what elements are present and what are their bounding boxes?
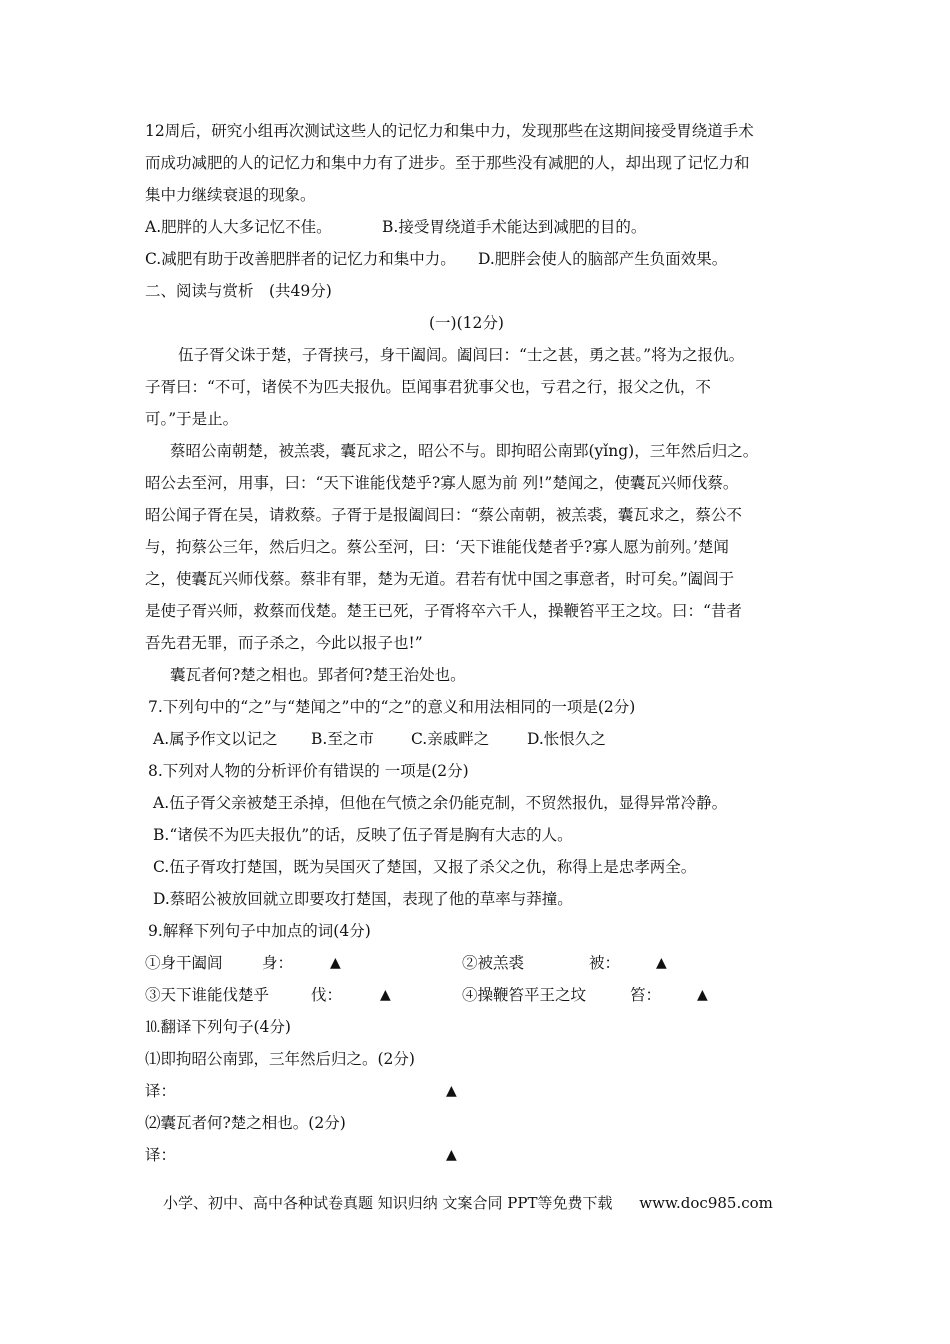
intro-line-1: 12周后，研究小组再次测试这些人的记忆力和集中力，发现那些在这期间接受胃绕道手术 xyxy=(145,122,754,140)
q10-answer-1-label: 译： xyxy=(145,1082,177,1100)
q9-item-2-sentence: ②被羔裘 xyxy=(462,954,525,972)
q10-stem: ⒑翻译下列句子(4分) xyxy=(145,1018,291,1036)
q9-item-2-word: 被： xyxy=(589,954,621,972)
q9-item-1-word: 身： xyxy=(262,954,294,972)
q10-answer-2-blank[interactable]: ▲ xyxy=(446,1147,457,1163)
passage-p2-line-3: 昭公闻子胥在吴，请救蔡。子胥于是报阖闾曰：“蔡公南朝，被羔裘，囊瓦求之，蔡公不 xyxy=(145,506,742,524)
intro-option-c: C.减肥有助于改善肥胖者的记忆力和集中力。 xyxy=(145,250,456,268)
q8-option-c: C.伍子胥攻打楚国，既为吴国灭了楚国，又报了杀父之仇，称得上是忠孝两全。 xyxy=(153,858,697,876)
q7-option-b: B.至之市 xyxy=(311,730,374,748)
intro-option-d: D.肥胖会使人的脑部产生负面效果。 xyxy=(478,250,728,268)
q8-option-a: A.伍子胥父亲被楚王杀掉，但他在气愤之余仍能克制，不贸然报仇，显得异常冷静。 xyxy=(153,794,728,812)
part-heading: (一)(12分) xyxy=(429,314,504,332)
q9-item-3-blank[interactable]: ▲ xyxy=(380,987,391,1003)
q8-option-d: D.蔡昭公被放回就立即要攻打楚国，表现了他的草率与莽撞。 xyxy=(153,890,573,908)
q9-item-4-sentence: ④操鞭笞平王之坟 xyxy=(462,986,587,1004)
passage-p2-line-5: 之，使囊瓦兴师伐蔡。蔡非有罪，楚为无道。君若有忧中国之事意者，时可矣。”阖闾于 xyxy=(145,570,735,588)
q10-sentence-1: ⑴即拘昭公南郢，三年然后归之。(2分) xyxy=(145,1050,415,1068)
q9-item-3-sentence: ③天下谁能伐楚乎 xyxy=(145,986,270,1004)
q8-option-b: B.“诸侯不为匹夫报仇”的话，反映了伍子胥是胸有大志的人。 xyxy=(153,826,573,844)
intro-option-b: B.接受胃绕道手术能达到减肥的目的。 xyxy=(382,218,647,236)
passage-p2-line-1: 蔡昭公南朝楚，被羔裘，囊瓦求之，昭公不与。即拘昭公南郢(yǐng)，三年然后归之。 xyxy=(170,442,759,460)
passage-p3: 囊瓦者何?楚之相也。郢者何?楚王治处也。 xyxy=(170,666,466,684)
q7-option-a: A.属予作文以记之 xyxy=(153,730,278,748)
intro-line-2: 而成功减肥的人的记忆力和集中力有了进步。至于那些没有减肥的人，却出现了记忆力和 xyxy=(145,154,750,172)
q7-option-c: C.亲戚畔之 xyxy=(411,730,490,748)
footer-text: 小学、初中、高中各种试卷真题 知识归纳 文案合同 PPT等免费下载 xyxy=(163,1194,613,1212)
passage-p1-line-2: 子胥曰：“不可，诸侯不为匹夫报仇。臣闻事君犹事父也，亏君之行，报父之仇，不 xyxy=(145,378,711,396)
passage-p2-line-6: 是使子胥兴师，救蔡而伐楚。楚王已死，子胥将卒六千人，操鞭笞平王之坟。曰：“昔者 xyxy=(145,602,742,620)
passage-p1-line-1: 伍子胥父诛于楚，子胥挟弓，身干阖闾。阖闾曰：“士之甚，勇之甚。”将为之报仇。 xyxy=(178,346,745,364)
q10-answer-2-label: 译： xyxy=(145,1146,177,1164)
q7-option-d: D.怅恨久之 xyxy=(527,730,606,748)
passage-p1-line-3: 可。”于是止。 xyxy=(145,410,239,428)
q10-sentence-2: ⑵囊瓦者何?楚之相也。(2分) xyxy=(145,1114,346,1132)
passage-p2-line-2: 昭公去至河，用事，曰：“天下谁能伐楚乎?寡人愿为前 列!”楚闻之，使囊瓦兴师伐蔡。 xyxy=(145,474,739,492)
q9-item-4-blank[interactable]: ▲ xyxy=(697,987,708,1003)
footer-website-link[interactable]: www.doc985.com xyxy=(639,1194,773,1212)
q8-stem: 8.下列对人物的分析评价有错误的 一项是(2分) xyxy=(148,762,469,780)
page-footer xyxy=(163,1192,773,1213)
intro-line-3: 集中力继续衰退的现象。 xyxy=(145,186,316,204)
passage-p2-line-4: 与，拘蔡公三年，然后归之。蔡公至河，曰：‘天下谁能伐楚者乎?寡人愿为前列。’楚闻 xyxy=(145,538,729,556)
q9-item-1-blank[interactable]: ▲ xyxy=(330,955,341,971)
passage-p2-line-7: 吾先君无罪，而子杀之，今此以报子也!” xyxy=(145,634,423,652)
q9-item-1-sentence: ①身干阖闾 xyxy=(145,954,223,972)
q9-stem: 9.解释下列句子中加点的词(4分) xyxy=(148,922,371,940)
q9-item-3-word: 伐： xyxy=(311,986,343,1004)
section-heading: 二、阅读与赏析 (共49分) xyxy=(145,282,332,300)
intro-option-a: A.肥胖的人大多记忆不佳。 xyxy=(145,218,332,236)
q10-answer-1-blank[interactable]: ▲ xyxy=(446,1083,457,1099)
q7-stem: 7.下列句中的“之”与“楚闻之”中的“之”的意义和用法相同的一项是(2分) xyxy=(148,698,636,716)
q9-item-4-word: 笞： xyxy=(630,986,662,1004)
q9-item-2-blank[interactable]: ▲ xyxy=(656,955,667,971)
